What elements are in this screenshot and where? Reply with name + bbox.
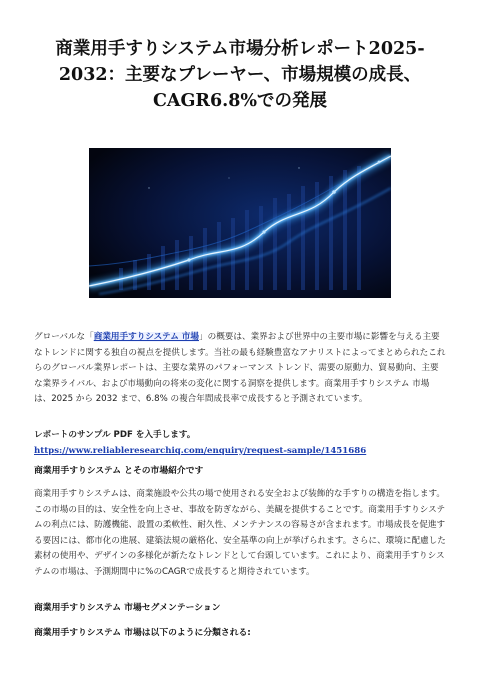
intro-prefix: グローバルな「	[34, 332, 94, 342]
hero-image	[89, 148, 391, 298]
intro-heading: 商業用手すりシステム とその市場紹介です	[34, 466, 204, 476]
sample-label: レポートのサンプル PDF を入手します。	[34, 430, 196, 440]
intro-paragraph	[34, 330, 446, 408]
intro-body-paragraph: 商業用手すりシステムは、商業施設や公共の場で使用される安全および装飾的な手すりの構造を指します。この市場の目的は、安全性を向上させ、事故を防ぎながら、美観を提供することです。商業用手すりシステムの利点には、防護機能、設置の柔軟性、耐久性、メンテナンスの容易さが含まれます。市場成長を促進する要因には、都市化の進展、建築法規の厳格化、安全基準の向上が挙げられます。さらに、環境に配慮した素材の使用や、デザインの多様化が新たなトレンドとして台頭しています。これにより、商業用手すりシステムの市場は、予測期間中に%のCAGRで成長すると期待されています。	[34, 489, 446, 577]
sample-request-link[interactable]: https://www.reliableresearchiq.com/enquiry/request-sample/1451686	[34, 445, 367, 456]
segmentation-heading: 商業用手すりシステム 市場セグメンテーション	[34, 603, 221, 613]
intro-suffix: 」の概要は、業界および世界中の主要市場に影響を与える主要なトレンドに関する独自の視点を提供します。当社の最も経験豊富なアナリストによってまとめられたこれらのグローバル業界レポートは、主要な業界のパフォーマンス トレンド、需要の原動力、貿易動向、主要な業界ライバル、および市場動向の将来の変化に関する洞察を提供します。商業用手すりシステム 市場は、2025 から 2032 まで、6.8% の複合年間成長率で成長すると予測されています。	[34, 332, 446, 405]
rising-glow-line-graph-image	[89, 148, 391, 298]
sample-request	[34, 428, 446, 459]
page-title: 商業用手すりシステム市場分析レポート2025-2032：主要なプレーヤー、市場規模の成長、CAGR6.8%での発展	[55, 39, 425, 111]
classification-heading: 商業用手すりシステム 市場は以下のように分類される:	[34, 628, 251, 638]
market-keyword-link[interactable]: 商業用手すりシステム 市場	[93, 332, 199, 342]
